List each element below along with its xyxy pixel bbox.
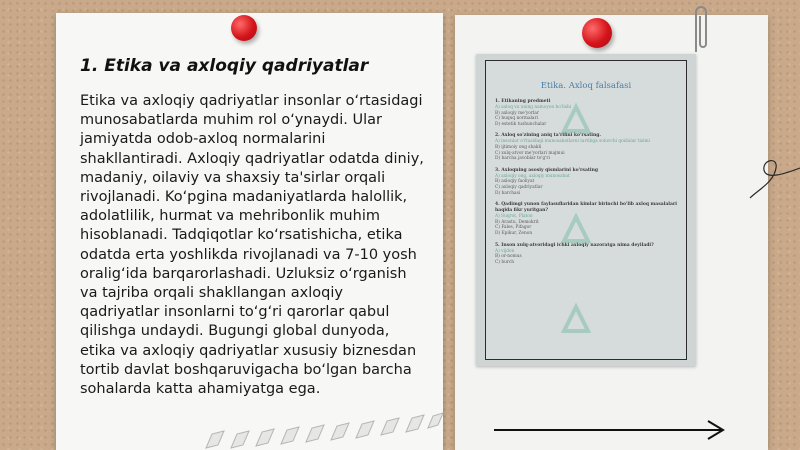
answer-option: B) axloqiy me'yorlar xyxy=(495,110,539,116)
answer-option: D) estetik tushunchalar xyxy=(495,121,547,127)
answer-option: A) axloq va uning namoyon bo'lishi xyxy=(495,105,572,110)
answer-option: B) axloqiy faoliyat xyxy=(495,179,535,185)
answer-option: B) Arastu, Demokrit xyxy=(495,219,539,225)
document-title: Etika. Axloq falsafasi xyxy=(540,81,632,91)
answer-option: C) Fales, Pifagor xyxy=(495,225,532,231)
question-block xyxy=(495,168,677,196)
question-text: 4. Qadimgi yunon faylasuflaridan kimlar birinchi bo'lib axloq masalalari haqida fikr yuritgan? xyxy=(495,202,677,214)
answer-option: B) ijtimoiy ong shakli xyxy=(495,144,542,150)
push-pin-icon xyxy=(231,15,257,41)
watermark-icon xyxy=(556,101,596,141)
question-text: 2. Axloq so'zining aniq ta'rifini ko'rsating. xyxy=(495,133,601,139)
answer-option: A) insonlar o'rtasidagi munosabatlarni tartibga soluvchi qoidalar tizimi xyxy=(495,139,650,145)
answer-option: C) xulq-atvor me'yorlari majmui xyxy=(495,150,565,156)
watermark-icon xyxy=(556,211,596,251)
answer-option: A) axloqiy ong, axloqiy munosabat xyxy=(495,173,570,179)
string-loop-doodle xyxy=(744,130,800,200)
section-paragraph: Etika va axloqiy qadriyatlar insonlar o‘rtasidagi munosabatlarda muhim rol o‘ynaydi. Ular jamiyatda odob-axloq normalarini shakllantiradi. Axloqiy qadriyatlar odatda diniy, madaniy, oilaviy va shaxsiy ta'sirlar orqali rivojlanadi. Ko‘pgina madaniyatlarda halollik, adolatlilik, hurmat va mehribonlik muhim hisoblanadi. Tadqiqotlar ko‘rsatishicha, etika odatda erta yoshlikda rivojlanadi va 7-10 yosh oralig‘ida barqarorlashadi. Uzluksiz o‘rganish va tajriba orqali shakllangan axloqiy qadriyatlar insonlarni to‘g‘ri qarorlar qabul qilishga undaydi. Bugungi global dunyoda, etika va axloqiy qadriyatlar xususiy biznesdan tortib davlat boshqaruvigacha bo‘lgan barcha sohalarda katta ahamiyatga ega. xyxy=(80,93,424,398)
push-pin-icon xyxy=(582,18,612,48)
question-text: 1. Etikaning predmeti xyxy=(495,99,551,104)
answer-option: D) barchasi xyxy=(495,190,521,196)
answer-option: A) vijdon xyxy=(495,248,515,254)
arrow-right-icon xyxy=(494,420,726,440)
section-heading: 1. Etika va axloqiy qadriyatlar xyxy=(80,56,369,76)
answer-option: D) Epikur, Zenon xyxy=(495,230,533,236)
watermark-icon xyxy=(556,301,596,341)
question-text: 5. Inson xulq-atvoridagi ichki axloqiy nazoratga nima deyiladi? xyxy=(495,242,654,248)
question-text: 3. Axloqning asosiy qismlarini ko'rsating xyxy=(495,167,599,173)
document-preview[interactable] xyxy=(485,60,687,360)
torn-edge-decoration xyxy=(56,404,443,450)
answer-option: C) burch xyxy=(495,259,515,265)
answer-option: C) huquq normalari xyxy=(495,116,538,122)
answer-option: C) axloqiy qadriyatlar xyxy=(495,184,543,190)
answer-option: D) barcha javoblar to'g'ri xyxy=(495,156,550,162)
answer-option: B) or-nomus xyxy=(495,254,522,260)
answer-option: A) Suqrot, Platon xyxy=(495,214,533,220)
paperclip-icon xyxy=(689,2,713,54)
